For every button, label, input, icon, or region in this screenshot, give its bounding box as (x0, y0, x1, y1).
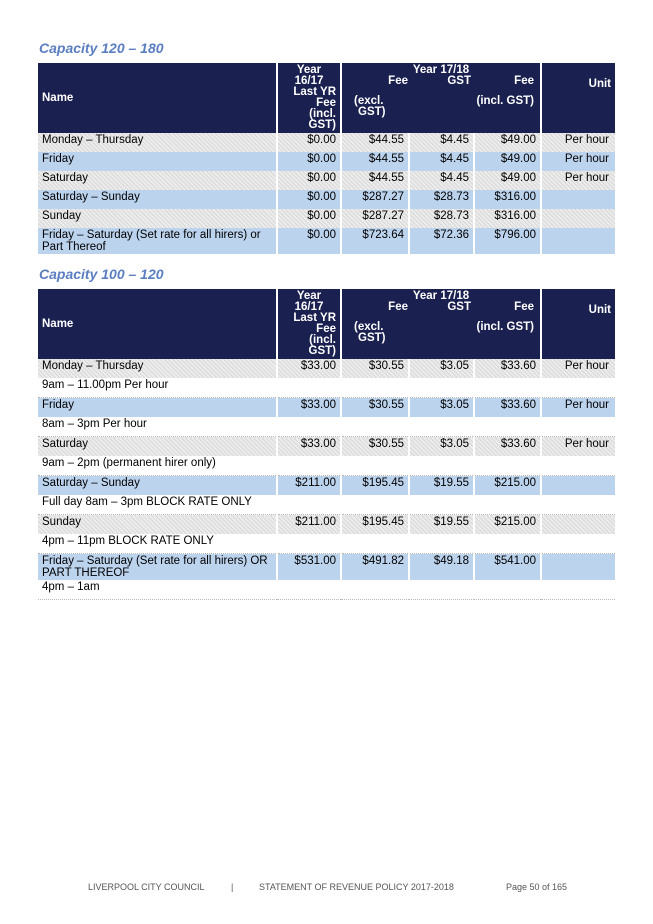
cell-fee-excl-gst: $195.45 (341, 476, 409, 496)
cell-fee-incl-gst: $215.00 (474, 476, 541, 496)
cell-note: 8am – 3pm Per hour (38, 417, 615, 437)
cell-fee-excl-gst: $491.82 (341, 554, 409, 581)
header-name: Name (38, 289, 277, 359)
cell-fee-incl-gst: $541.00 (474, 554, 541, 581)
table-row-note (38, 456, 615, 476)
footer-page-number: Page 50 of 165 (506, 882, 568, 892)
cell-gst: $72.36 (409, 228, 474, 254)
footer-org: LIVERPOOL CITY COUNCIL (88, 882, 205, 892)
cell-unit: Per hour (541, 398, 615, 418)
cell-last-year-fee: $33.00 (277, 359, 341, 378)
table-header-row (38, 63, 615, 133)
cell-unit: Per hour (541, 437, 615, 457)
table-row (38, 437, 615, 457)
table-row (38, 133, 615, 152)
cell-unit: Per hour (541, 133, 615, 152)
cell-gst: $3.05 (409, 398, 474, 418)
cell-last-year-fee: $33.00 (277, 437, 341, 457)
cell-fee-incl-gst: $33.60 (474, 359, 541, 378)
cell-fee-excl-gst: $195.45 (341, 515, 409, 535)
cell-last-year-fee: $0.00 (277, 152, 341, 171)
cell-fee-incl-gst: $796.00 (474, 228, 541, 254)
table-row (38, 554, 615, 581)
cell-gst: $28.73 (409, 190, 474, 209)
header-last-year: Year 16/17 Last YR Fee (incl. GST) (277, 63, 341, 133)
cell-unit (541, 190, 615, 209)
cell-gst: $4.45 (409, 171, 474, 190)
footer-document-title: STATEMENT OF REVENUE POLICY 2017-2018 (259, 882, 454, 892)
cell-unit (541, 209, 615, 228)
table-row-note (38, 580, 615, 600)
cell-fee-incl-gst: $49.00 (474, 171, 541, 190)
cell-unit (541, 476, 615, 496)
cell-fee-excl-gst: $287.27 (341, 209, 409, 228)
cell-fee-excl-gst: $44.55 (341, 171, 409, 190)
cell-gst: $19.55 (409, 476, 474, 496)
fee-table-capacity-120-180 (38, 63, 615, 254)
cell-gst: $28.73 (409, 209, 474, 228)
cell-last-year-fee: $0.00 (277, 209, 341, 228)
cell-fee-incl-gst: $33.60 (474, 437, 541, 457)
table-row (38, 359, 615, 378)
cell-last-year-fee: $0.00 (277, 190, 341, 209)
cell-last-year-fee: $0.00 (277, 133, 341, 152)
table-row (38, 515, 615, 535)
cell-name: Friday (38, 398, 277, 418)
cell-last-year-fee: $211.00 (277, 476, 341, 496)
cell-last-year-fee: $0.00 (277, 228, 341, 254)
cell-name: Saturday – Sunday (38, 476, 277, 496)
cell-note: Full day 8am – 3pm BLOCK RATE ONLY (38, 495, 615, 515)
header-year-17-18: Year 17/18 Fee GST Fee (excl. (incl. GST) GST) (341, 63, 541, 133)
section-title-capacity-120-180: Capacity 120 – 180 (39, 40, 164, 56)
cell-fee-excl-gst: $30.55 (341, 359, 409, 378)
section-title-capacity-100-120: Capacity 100 – 120 (39, 266, 164, 282)
cell-last-year-fee: $33.00 (277, 398, 341, 418)
cell-fee-excl-gst: $44.55 (341, 152, 409, 171)
cell-name: Friday – Saturday (Set rate for all hirers) OR PART THEREOF (38, 554, 277, 581)
cell-unit: Per hour (541, 359, 615, 378)
cell-name: Sunday (38, 515, 277, 535)
cell-fee-incl-gst: $49.00 (474, 152, 541, 171)
cell-fee-excl-gst: $30.55 (341, 437, 409, 457)
fee-table-capacity-100-120 (38, 289, 615, 600)
cell-fee-incl-gst: $316.00 (474, 209, 541, 228)
cell-name: Friday – Saturday (Set rate for all hirers) or Part Thereof (38, 228, 277, 254)
cell-name: Sunday (38, 209, 277, 228)
cell-gst: $3.05 (409, 359, 474, 378)
table-row (38, 190, 615, 209)
cell-fee-excl-gst: $44.55 (341, 133, 409, 152)
cell-fee-incl-gst: $215.00 (474, 515, 541, 535)
table-row (38, 228, 615, 254)
cell-gst: $3.05 (409, 437, 474, 457)
cell-gst: $19.55 (409, 515, 474, 535)
cell-unit: Per hour (541, 152, 615, 171)
cell-gst: $4.45 (409, 133, 474, 152)
cell-last-year-fee: $211.00 (277, 515, 341, 535)
cell-note: 9am – 2pm (permanent hirer only) (38, 456, 615, 476)
table-row-note (38, 534, 615, 554)
cell-fee-incl-gst: $33.60 (474, 398, 541, 418)
header-name: Name (38, 63, 277, 133)
cell-unit (541, 515, 615, 535)
cell-last-year-fee: $0.00 (277, 171, 341, 190)
table-row-note (38, 495, 615, 515)
cell-note: 9am – 11.00pm Per hour (38, 378, 615, 398)
cell-name: Friday (38, 152, 277, 171)
cell-name: Saturday (38, 437, 277, 457)
cell-fee-incl-gst: $49.00 (474, 133, 541, 152)
table-row (38, 209, 615, 228)
table-row (38, 152, 615, 171)
table-row-note (38, 417, 615, 437)
cell-name: Monday – Thursday (38, 359, 277, 378)
table-header-row (38, 289, 615, 359)
footer-separator: | (231, 882, 234, 892)
cell-unit: Per hour (541, 171, 615, 190)
table-row (38, 171, 615, 190)
cell-fee-excl-gst: $287.27 (341, 190, 409, 209)
cell-name: Saturday – Sunday (38, 190, 277, 209)
cell-name: Monday – Thursday (38, 133, 277, 152)
table-row (38, 476, 615, 496)
cell-fee-excl-gst: $723.64 (341, 228, 409, 254)
header-last-year: Year 16/17 Last YR Fee (incl. GST) (277, 289, 341, 359)
cell-unit (541, 554, 615, 581)
cell-note: 4pm – 11pm BLOCK RATE ONLY (38, 534, 615, 554)
table-row-note (38, 378, 615, 398)
cell-note: 4pm – 1am (38, 580, 615, 600)
cell-name: Saturday (38, 171, 277, 190)
cell-last-year-fee: $531.00 (277, 554, 341, 581)
cell-gst: $4.45 (409, 152, 474, 171)
cell-fee-incl-gst: $316.00 (474, 190, 541, 209)
cell-fee-excl-gst: $30.55 (341, 398, 409, 418)
cell-unit (541, 228, 615, 254)
table-row (38, 398, 615, 418)
header-year-17-18: Year 17/18 Fee GST Fee (excl. (incl. GST) GST) (341, 289, 541, 359)
cell-gst: $49.18 (409, 554, 474, 581)
header-unit: Unit (541, 289, 615, 359)
header-unit: Unit (541, 63, 615, 133)
